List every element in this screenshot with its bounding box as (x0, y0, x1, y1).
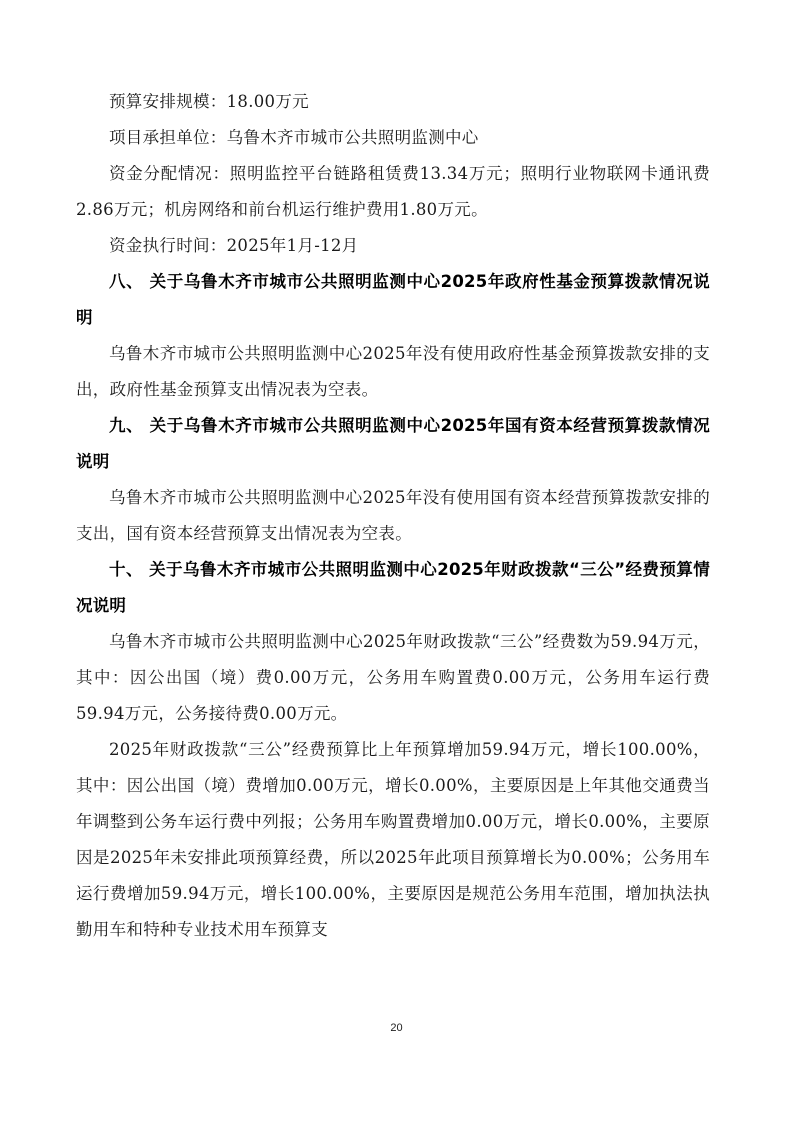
section-10-body-2: 2025年财政拨款“三公”经费预算比上年预算增加59.94万元，增长100.00%，其中：因公出国（境）费增加0.00万元，增长0.00%，主要原因是上年其他交通费当年调整到公务车运行费中列报；公务用车购置费增加0.00万元，增长0.00%，主要原因是2025年未安排此项预算经费，所以2025年此项目预算增长为0.00%；公务用车运行费增加59.94万元，增长100.00%，主要原因是规范公务用车范围，增加执法执勤用车和特种专业技术用车预算支 (76, 740, 710, 939)
section-9-body: 乌鲁木齐市城市公共照明监测中心2025年没有使用国有资本经营预算拨款安排的支出，国有资本经营预算支出情况表为空表。 (76, 488, 710, 543)
fund-execution-time-line: 资金执行时间：2025年1月-12月 (109, 236, 359, 255)
page-number: 20 (390, 1022, 403, 1034)
section-8-body: 乌鲁木齐市城市公共照明监测中心2025年没有使用政府性基金预算拨款安排的支出，政府性基金预算支出情况表为空表。 (76, 344, 710, 399)
document-page (76, 84, 710, 948)
project-unit-line: 项目承担单位：乌鲁木齐市城市公共照明监测中心 (109, 128, 479, 147)
budget-scale-line: 预算安排规模：18.00万元 (109, 92, 309, 111)
section-heading-8: 八、 关于乌鲁木齐市城市公共照明监测中心2025年政府性基金预算拨款情况说明 (76, 272, 710, 327)
section-heading-10: 十、 关于乌鲁木齐市城市公共照明监测中心2025年财政拨款“三公”经费预算情况说明 (76, 560, 710, 615)
section-heading-9: 九、 关于乌鲁木齐市城市公共照明监测中心2025年国有资本经营预算拨款情况说明 (76, 416, 710, 471)
fund-allocation-paragraph: 资金分配情况：照明监控平台链路租赁费13.34万元；照明行业物联网卡通讯费2.86万元；机房网络和前台机运行维护费用1.80万元。 (76, 164, 710, 219)
section-10-body-1: 乌鲁木齐市城市公共照明监测中心2025年财政拨款“三公”经费数为59.94万元，其中：因公出国（境）费0.00万元，公务用车购置费0.00万元，公务用车运行费59.94万元，公务接待费0.00万元。 (76, 632, 710, 723)
